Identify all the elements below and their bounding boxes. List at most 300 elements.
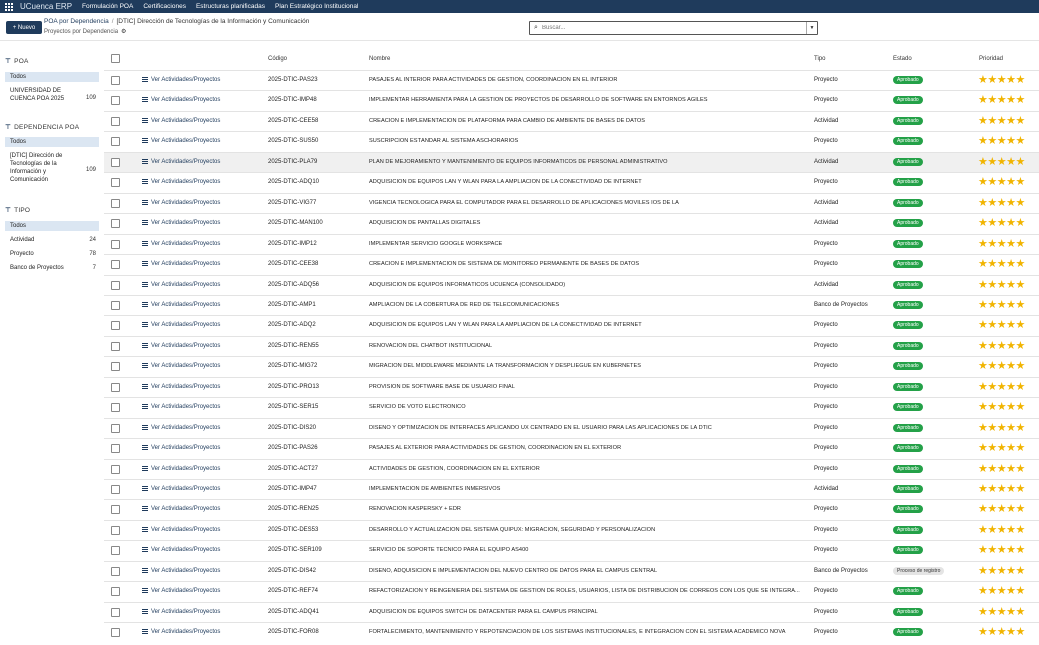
row-checkbox[interactable] <box>111 403 120 412</box>
table-row[interactable] <box>104 275 1039 295</box>
menu-estructuras-planificadas[interactable]: Estructuras planificadas <box>195 3 265 10</box>
view-activities-link[interactable] <box>142 138 220 144</box>
star-icon[interactable]: ★ <box>1006 298 1016 311</box>
star-icon[interactable]: ★ <box>978 278 988 291</box>
star-icon[interactable]: ★ <box>1006 626 1016 639</box>
star-icon[interactable]: ★ <box>978 217 988 230</box>
star-icon[interactable]: ★ <box>987 74 997 86</box>
table-row[interactable] <box>104 499 1039 519</box>
star-icon[interactable]: ★ <box>1006 114 1016 127</box>
priority-stars[interactable] <box>978 442 1025 454</box>
star-icon[interactable]: ★ <box>978 94 988 107</box>
star-icon[interactable]: ★ <box>996 237 1007 250</box>
star-icon[interactable]: ★ <box>1015 176 1025 189</box>
row-checkbox[interactable] <box>111 321 120 330</box>
star-icon[interactable]: ★ <box>1015 605 1025 618</box>
table-row[interactable] <box>104 254 1039 274</box>
priority-stars[interactable] <box>978 483 1025 495</box>
table-row[interactable] <box>104 356 1039 376</box>
star-icon[interactable]: ★ <box>996 74 1007 86</box>
view-activities-link[interactable] <box>142 200 220 206</box>
star-icon[interactable]: ★ <box>987 442 997 455</box>
view-activities-link[interactable] <box>142 547 220 553</box>
star-icon[interactable]: ★ <box>987 626 997 639</box>
star-icon[interactable]: ★ <box>1015 523 1025 536</box>
view-activities-link[interactable] <box>142 466 220 472</box>
table-row[interactable] <box>104 131 1039 151</box>
filter-tipo-actividad[interactable]: Actividad 24 <box>10 237 96 243</box>
star-icon[interactable]: ★ <box>1015 360 1025 373</box>
select-all-checkbox[interactable] <box>111 54 120 63</box>
row-checkbox[interactable] <box>111 240 120 249</box>
star-icon[interactable]: ★ <box>978 421 988 434</box>
star-icon[interactable]: ★ <box>1015 135 1025 148</box>
view-activities-link[interactable] <box>142 629 220 635</box>
filter-poa-todos[interactable]: Todos <box>5 72 99 82</box>
star-icon[interactable]: ★ <box>1015 319 1025 332</box>
row-checkbox[interactable] <box>111 362 120 371</box>
star-icon[interactable]: ★ <box>1006 442 1016 455</box>
table-row[interactable] <box>104 377 1039 397</box>
priority-stars[interactable] <box>978 381 1025 393</box>
star-icon[interactable]: ★ <box>987 319 997 332</box>
view-activities-link[interactable] <box>142 384 220 390</box>
row-checkbox[interactable] <box>111 526 120 535</box>
priority-stars[interactable] <box>978 299 1025 311</box>
table-row[interactable] <box>104 561 1039 581</box>
list-icon <box>142 404 148 409</box>
star-icon[interactable]: ★ <box>1006 564 1016 577</box>
priority-stars[interactable] <box>978 156 1025 168</box>
cell-nombre: DESARROLLO Y ACTUALIZACIÓN DEL SISTEMA QUIPUX: MIGRACIÓN, SEGURIDAD Y PERSONALIZACIÓN <box>369 526 656 533</box>
page-subtitle <box>44 28 126 35</box>
star-icon[interactable]: ★ <box>978 176 988 189</box>
view-activities-link[interactable] <box>142 241 220 247</box>
star-icon[interactable]: ★ <box>1006 380 1016 393</box>
star-icon[interactable]: ★ <box>1015 339 1025 352</box>
view-activities-label: Ver Actividades/Proyectos <box>151 363 221 370</box>
row-checkbox[interactable] <box>111 567 120 576</box>
star-icon[interactable]: ★ <box>987 155 997 168</box>
star-icon[interactable]: ★ <box>996 135 1007 148</box>
star-icon[interactable]: ★ <box>996 319 1007 332</box>
star-icon[interactable]: ★ <box>987 544 997 557</box>
view-activities-link[interactable] <box>142 97 220 103</box>
star-icon[interactable]: ★ <box>1006 585 1016 598</box>
star-icon[interactable]: ★ <box>1006 503 1016 516</box>
star-icon[interactable]: ★ <box>978 237 988 250</box>
star-icon[interactable]: ★ <box>978 626 988 639</box>
cell-tipo: Proyecto <box>814 629 838 636</box>
star-icon[interactable]: ★ <box>1006 237 1016 250</box>
star-icon[interactable]: ★ <box>996 258 1007 271</box>
star-icon[interactable]: ★ <box>978 462 988 475</box>
priority-stars[interactable] <box>978 74 1025 86</box>
priority-stars[interactable] <box>978 626 1025 638</box>
cell-tipo: Proyecto <box>814 424 838 431</box>
gear-icon[interactable]: ⚙ <box>121 29 127 35</box>
star-icon[interactable]: ★ <box>978 319 988 332</box>
row-checkbox[interactable] <box>111 96 120 105</box>
table-row[interactable] <box>104 336 1039 356</box>
star-icon[interactable]: ★ <box>987 298 997 311</box>
column-header-prioridad[interactable]: Prioridad <box>979 56 1004 62</box>
view-activities-link[interactable] <box>142 302 220 308</box>
star-icon[interactable]: ★ <box>996 462 1007 475</box>
table-row[interactable] <box>104 602 1039 622</box>
star-icon[interactable]: ★ <box>1015 421 1025 434</box>
view-activities-link[interactable] <box>142 363 220 369</box>
row-checkbox[interactable] <box>111 608 120 617</box>
star-icon[interactable]: ★ <box>996 626 1007 639</box>
row-checkbox[interactable] <box>111 117 120 126</box>
star-icon[interactable]: ★ <box>1015 237 1025 250</box>
menu-certificaciones[interactable]: Certificaciones <box>143 3 186 10</box>
row-checkbox[interactable] <box>111 628 120 637</box>
star-icon[interactable]: ★ <box>996 605 1007 618</box>
star-icon[interactable]: ★ <box>1015 503 1025 516</box>
star-icon[interactable]: ★ <box>996 298 1007 311</box>
search-dropdown-toggle-icon[interactable]: ▼ <box>806 22 817 34</box>
view-activities-link[interactable] <box>142 77 220 83</box>
view-activities-link[interactable] <box>142 282 220 288</box>
table-row[interactable] <box>104 193 1039 213</box>
priority-stars[interactable] <box>978 360 1025 372</box>
table-row[interactable] <box>104 213 1039 233</box>
table-row[interactable] <box>104 234 1039 254</box>
star-icon[interactable]: ★ <box>1006 217 1016 230</box>
star-icon[interactable]: ★ <box>1015 544 1025 557</box>
star-icon[interactable]: ★ <box>978 360 988 373</box>
star-icon[interactable]: ★ <box>987 258 997 271</box>
star-icon[interactable]: ★ <box>978 114 988 127</box>
star-icon[interactable]: ★ <box>1015 585 1025 598</box>
star-icon[interactable]: ★ <box>978 503 988 516</box>
row-checkbox[interactable] <box>111 158 120 167</box>
row-checkbox[interactable] <box>111 76 120 85</box>
view-activities-link[interactable] <box>142 568 220 574</box>
star-icon[interactable]: ★ <box>1015 155 1025 168</box>
row-checkbox[interactable] <box>111 137 120 146</box>
apps-grid-icon[interactable] <box>2 0 16 13</box>
star-icon[interactable]: ★ <box>987 585 997 598</box>
view-activities-link[interactable] <box>142 220 220 226</box>
view-activities-link[interactable] <box>142 486 220 492</box>
column-header-codigo[interactable]: Código <box>268 56 288 62</box>
star-icon[interactable]: ★ <box>978 605 988 618</box>
star-icon[interactable]: ★ <box>978 298 988 311</box>
row-checkbox[interactable] <box>111 465 120 474</box>
table-row[interactable] <box>104 438 1039 458</box>
star-icon[interactable]: ★ <box>1015 564 1025 577</box>
star-icon[interactable]: ★ <box>1015 74 1025 86</box>
star-icon[interactable]: ★ <box>987 523 997 536</box>
priority-stars[interactable] <box>978 463 1025 475</box>
star-icon[interactable]: ★ <box>987 278 997 291</box>
priority-stars[interactable] <box>978 319 1025 331</box>
star-icon[interactable]: ★ <box>987 483 997 495</box>
priority-stars[interactable] <box>978 176 1025 188</box>
star-icon[interactable]: ★ <box>987 360 997 373</box>
view-activities-link[interactable] <box>142 343 220 349</box>
star-icon[interactable]: ★ <box>996 544 1007 557</box>
table-row[interactable] <box>104 111 1039 131</box>
table-row[interactable] <box>104 397 1039 417</box>
priority-stars[interactable] <box>978 94 1025 106</box>
breadcrumb-root[interactable]: POA por Dependencia <box>44 18 109 25</box>
star-icon[interactable]: ★ <box>1006 544 1016 557</box>
star-icon[interactable]: ★ <box>987 605 997 618</box>
row-checkbox[interactable] <box>111 199 120 208</box>
star-icon[interactable]: ★ <box>996 155 1007 168</box>
star-icon[interactable]: ★ <box>1006 176 1016 189</box>
priority-stars[interactable] <box>978 565 1025 577</box>
filter-dependencia-dtic[interactable]: [DTIC] Dirección de Tecnologías de la Información y Comunicación 109 <box>10 153 96 183</box>
view-activities-link[interactable] <box>142 322 220 328</box>
priority-stars[interactable] <box>978 340 1025 352</box>
table-row[interactable] <box>104 418 1039 438</box>
priority-stars[interactable] <box>978 524 1025 536</box>
table-row[interactable] <box>104 90 1039 110</box>
priority-stars[interactable] <box>978 197 1025 209</box>
cell-nombre: SERVICIO DE SOPORTE TÉCNICO PARA EL EQUIPO AS400 <box>369 547 529 554</box>
table-row[interactable] <box>104 295 1039 315</box>
star-icon[interactable]: ★ <box>996 523 1007 536</box>
priority-stars[interactable] <box>978 606 1025 618</box>
star-icon[interactable]: ★ <box>996 421 1007 434</box>
search-input[interactable] <box>542 25 806 31</box>
star-icon[interactable]: ★ <box>996 401 1007 414</box>
star-icon[interactable]: ★ <box>978 380 988 393</box>
view-activities-link[interactable] <box>142 609 220 615</box>
priority-stars[interactable] <box>978 258 1025 270</box>
star-icon[interactable]: ★ <box>978 544 988 557</box>
row-checkbox[interactable] <box>111 505 120 514</box>
priority-stars[interactable] <box>978 503 1025 515</box>
view-activities-label: Ver Actividades/Proyectos <box>151 240 221 247</box>
priority-stars[interactable] <box>978 238 1025 250</box>
priority-stars[interactable] <box>978 217 1025 229</box>
table-row[interactable] <box>104 479 1039 499</box>
priority-stars[interactable] <box>978 544 1025 556</box>
star-icon[interactable]: ★ <box>978 74 988 86</box>
priority-stars[interactable] <box>978 115 1025 127</box>
star-icon[interactable]: ★ <box>996 380 1007 393</box>
cell-tipo: Proyecto <box>814 363 838 370</box>
row-checkbox[interactable] <box>111 342 120 351</box>
priority-stars[interactable] <box>978 135 1025 147</box>
star-icon[interactable]: ★ <box>978 196 988 209</box>
column-header-nombre[interactable]: Nombre <box>369 56 391 62</box>
star-icon[interactable]: ★ <box>987 401 997 414</box>
cell-nombre: VIGENCIA TECNOLÓGICA PARA EL COMPUTADOR PARA EL DESARROLLO DE APLICACIONES MÓVILES IOS DE LA <box>369 199 679 206</box>
cell-nombre: PASAJES AL INTERIOR PARA ACTIVIDADES DE GESTIÓN, COORDINACIÓN EN EL INTERIOR <box>369 77 618 83</box>
row-checkbox[interactable] <box>111 178 120 187</box>
star-icon[interactable]: ★ <box>1015 380 1025 393</box>
table-row[interactable] <box>104 459 1039 479</box>
star-icon[interactable]: ★ <box>1006 605 1016 618</box>
filter-poa-ucuenca-2025[interactable]: UNIVERSIDAD DE CUENCA POA 2025 109 <box>10 88 96 102</box>
star-icon[interactable]: ★ <box>1006 258 1016 271</box>
star-icon[interactable]: ★ <box>996 503 1007 516</box>
star-icon[interactable]: ★ <box>987 380 997 393</box>
view-activities-link[interactable] <box>142 445 220 451</box>
star-icon[interactable]: ★ <box>1006 339 1016 352</box>
view-activities-label: Ver Actividades/Proyectos <box>151 342 221 349</box>
star-icon[interactable]: ★ <box>996 564 1007 577</box>
star-icon[interactable]: ★ <box>1015 462 1025 475</box>
cell-nombre: ACTIVIDADES DE GESTIÓN, COORDINACIÓN EN EL EXTERIOR <box>369 465 540 472</box>
star-icon[interactable]: ★ <box>1006 319 1016 332</box>
table-row[interactable] <box>104 540 1039 560</box>
row-checkbox[interactable] <box>111 485 120 494</box>
priority-stars[interactable] <box>978 279 1025 291</box>
star-icon[interactable]: ★ <box>978 339 988 352</box>
star-icon[interactable]: ★ <box>996 217 1007 230</box>
star-icon[interactable]: ★ <box>1015 196 1025 209</box>
cell-codigo: 2025-DTIC-MIG72 <box>268 363 318 370</box>
star-icon[interactable]: ★ <box>1015 442 1025 455</box>
star-icon[interactable]: ★ <box>978 401 988 414</box>
star-icon[interactable]: ★ <box>987 564 997 577</box>
menu-plan-estrategico[interactable]: Plan Estratégico Institucional <box>274 3 359 10</box>
star-icon[interactable]: ★ <box>987 94 997 107</box>
row-checkbox[interactable] <box>111 444 120 453</box>
search-panel-sidebar <box>0 41 101 645</box>
star-icon[interactable]: ★ <box>1006 135 1016 148</box>
menu-formulacion-poa[interactable]: Formulación POA <box>82 3 134 10</box>
star-icon[interactable]: ★ <box>996 442 1007 455</box>
view-activities-link[interactable] <box>142 118 220 124</box>
star-icon[interactable]: ★ <box>987 114 997 127</box>
star-icon[interactable]: ★ <box>996 483 1007 495</box>
star-icon[interactable]: ★ <box>996 176 1007 189</box>
star-icon[interactable]: ★ <box>1006 401 1016 414</box>
status-badge: Aprobado <box>893 465 923 473</box>
star-icon[interactable]: ★ <box>978 442 988 455</box>
row-checkbox[interactable] <box>111 587 120 596</box>
star-icon[interactable]: ★ <box>987 421 997 434</box>
star-icon[interactable]: ★ <box>978 258 988 271</box>
table-row[interactable] <box>104 622 1039 642</box>
search-box <box>529 21 818 35</box>
filter-tipo-banco-proyectos[interactable]: Banco de Proyectos 7 <box>10 265 96 271</box>
star-icon[interactable]: ★ <box>1015 114 1025 127</box>
star-icon[interactable]: ★ <box>996 360 1007 373</box>
filter-tipo-todos[interactable]: Todos <box>5 221 99 231</box>
row-checkbox[interactable] <box>111 383 120 392</box>
star-icon[interactable]: ★ <box>996 94 1007 107</box>
table-row[interactable] <box>104 520 1039 540</box>
table-row[interactable] <box>104 172 1039 192</box>
star-icon[interactable]: ★ <box>996 114 1007 127</box>
star-icon[interactable]: ★ <box>1006 523 1016 536</box>
view-activities-label: Ver Actividades/Proyectos <box>151 465 221 472</box>
table-row[interactable] <box>104 581 1039 601</box>
star-icon[interactable]: ★ <box>987 462 997 475</box>
priority-stars[interactable] <box>978 585 1025 597</box>
brand-title[interactable]: UCuenca ERP <box>20 2 73 11</box>
table-row[interactable] <box>104 315 1039 335</box>
star-icon[interactable]: ★ <box>1006 196 1016 209</box>
star-icon[interactable]: ★ <box>1006 155 1016 168</box>
row-checkbox[interactable] <box>111 260 120 269</box>
star-icon[interactable]: ★ <box>1015 483 1025 495</box>
status-badge: Aprobado <box>893 546 923 554</box>
star-icon[interactable]: ★ <box>978 585 988 598</box>
star-icon[interactable]: ★ <box>978 135 988 148</box>
star-icon[interactable]: ★ <box>996 196 1007 209</box>
priority-stars[interactable] <box>978 401 1025 413</box>
filter-dependencia-todos[interactable]: Todos <box>5 137 99 147</box>
star-icon[interactable]: ★ <box>1006 421 1016 434</box>
star-icon[interactable]: ★ <box>987 217 997 230</box>
star-icon[interactable]: ★ <box>1006 462 1016 475</box>
table-row[interactable] <box>104 152 1039 172</box>
view-activities-link[interactable] <box>142 261 220 267</box>
filter-tipo-proyecto[interactable]: Proyecto 78 <box>10 251 96 257</box>
star-icon[interactable]: ★ <box>1015 278 1025 291</box>
priority-stars[interactable] <box>978 422 1025 434</box>
star-icon[interactable]: ★ <box>1006 94 1016 107</box>
star-icon[interactable]: ★ <box>1015 298 1025 311</box>
row-checkbox[interactable] <box>111 424 120 433</box>
view-activities-link[interactable] <box>142 425 220 431</box>
status-badge: Aprobado <box>893 96 923 104</box>
star-icon[interactable]: ★ <box>978 564 988 577</box>
view-activities-link[interactable] <box>142 527 220 533</box>
star-icon[interactable]: ★ <box>987 135 997 148</box>
star-icon[interactable]: ★ <box>1015 94 1025 107</box>
star-icon[interactable]: ★ <box>1006 74 1016 86</box>
star-icon[interactable]: ★ <box>987 237 997 250</box>
star-icon[interactable]: ★ <box>1015 401 1025 414</box>
star-icon[interactable]: ★ <box>1015 258 1025 271</box>
star-icon[interactable]: ★ <box>1006 360 1016 373</box>
star-icon[interactable]: ★ <box>1015 626 1025 639</box>
view-activities-link[interactable] <box>142 588 220 594</box>
control-panel <box>0 13 1039 41</box>
star-icon[interactable]: ★ <box>1015 217 1025 230</box>
status-badge: Aprobado <box>893 117 923 125</box>
star-icon[interactable]: ★ <box>987 196 997 209</box>
row-checkbox[interactable] <box>111 281 120 290</box>
star-icon[interactable]: ★ <box>1006 278 1016 291</box>
star-icon[interactable]: ★ <box>996 278 1007 291</box>
view-activities-link[interactable] <box>142 404 220 410</box>
row-checkbox[interactable] <box>111 301 120 310</box>
star-icon[interactable]: ★ <box>996 585 1007 598</box>
row-checkbox[interactable] <box>111 546 120 555</box>
star-icon[interactable]: ★ <box>1006 483 1016 495</box>
star-icon[interactable]: ★ <box>978 483 988 495</box>
column-header-tipo[interactable]: Tipo <box>814 56 826 62</box>
column-header-estado[interactable]: Estado <box>893 56 912 62</box>
star-icon[interactable]: ★ <box>996 339 1007 352</box>
star-icon[interactable]: ★ <box>987 503 997 516</box>
star-icon[interactable]: ★ <box>978 155 988 168</box>
star-icon[interactable]: ★ <box>987 176 997 189</box>
view-activities-link[interactable] <box>142 506 220 512</box>
new-button[interactable]: + Nuevo <box>6 21 42 34</box>
star-icon[interactable]: ★ <box>978 523 988 536</box>
cell-tipo: Proyecto <box>814 608 838 615</box>
view-activities-link[interactable] <box>142 179 220 185</box>
star-icon[interactable]: ★ <box>987 339 997 352</box>
row-checkbox[interactable] <box>111 219 120 228</box>
view-activities-link[interactable] <box>142 159 220 165</box>
table-row[interactable] <box>104 70 1039 90</box>
